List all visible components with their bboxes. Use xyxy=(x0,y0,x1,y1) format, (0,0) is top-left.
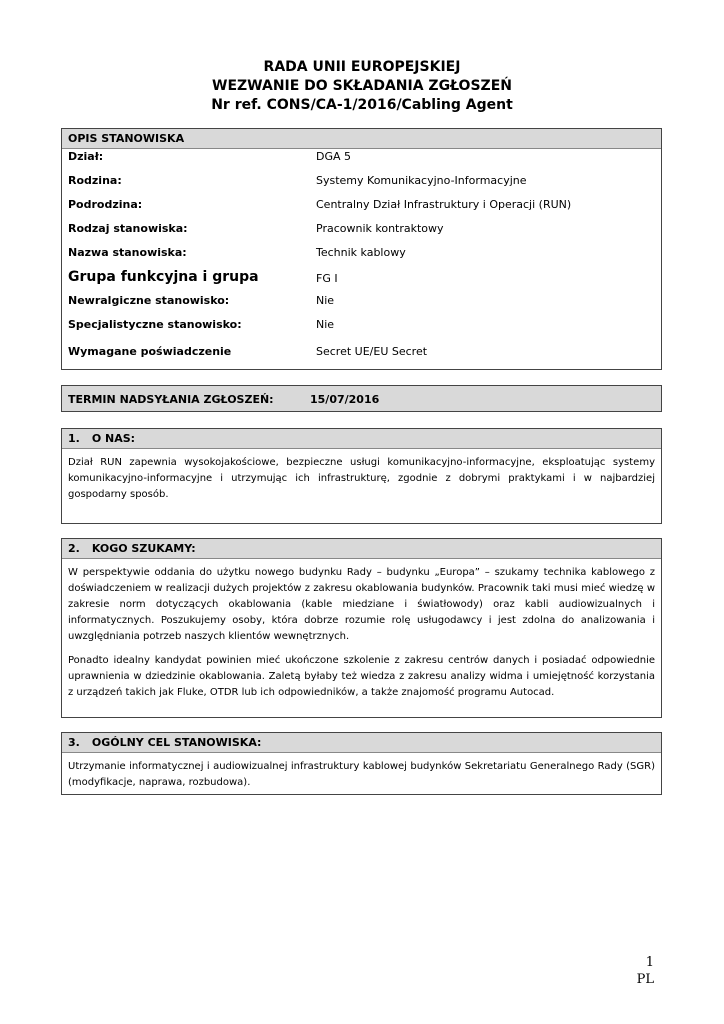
language-code: PL xyxy=(636,972,654,987)
field-value: Systemy Komunikacyjno-Informacyjne xyxy=(316,174,527,187)
section-number: 2. xyxy=(68,542,80,555)
field-label: Newralgiczne stanowisko: xyxy=(68,294,230,307)
header-line-1: RADA UNII EUROPEJSKIEJ xyxy=(263,59,461,75)
paragraph: Ponadto idealny kandydat powinien mieć ukończone szkolenie z zakresu centrów danych i posiadać odpowiednie uprawnienia w dziedzinie okablowania. Zaletą byłaby też wiedza z zakresu analizy widma i umiejętność korzystania z urządzeń takich jak Fluke, OTDR lub ich odpowiedników, a także znajomość programu Autocad. xyxy=(68,655,655,698)
field-value: DGA 5 xyxy=(316,150,352,163)
section-number: 1. xyxy=(68,432,80,445)
section-who-we-seek xyxy=(61,538,662,718)
paragraph: Dział RUN zapewnia wysokojakościowe, bezpieczne usługi komunikacyjno-informacyjne, eksploatując systemy komunikacyjno-informacyjne i utrzymując ich infrastrukturę, zgodnie z dobrymi praktykami i w najbardziej gospodarny sposób. xyxy=(68,457,655,500)
section-body xyxy=(62,753,661,791)
deadline-label: TERMIN NADSYŁANIA ZGŁOSZEŃ: xyxy=(68,393,274,406)
section-body xyxy=(62,449,661,503)
section-number: 3. xyxy=(68,736,80,749)
header-line-2: WEZWANIE DO SKŁADANIA ZGŁOSZEŃ xyxy=(212,78,512,94)
paragraph: Utrzymanie informatycznej i audiowizualnej infrastruktury kablowej budynków Sekretariatu Generalnego Rady (SGR) (modyfikacje, naprawa, rozbudowa). xyxy=(68,761,655,788)
field-value: FG I xyxy=(316,272,338,285)
field-value: Pracownik kontraktowy xyxy=(316,222,444,235)
field-label: Grupa funkcyjna i grupa xyxy=(68,269,259,285)
page-number: 1 xyxy=(645,955,654,970)
field-label: Podrodzina: xyxy=(68,198,143,211)
field-value: Nie xyxy=(316,294,335,307)
job-description-title: OPIS STANOWISKA xyxy=(62,129,661,149)
header-line-3: Nr ref. CONS/CA-1/2016/Cabling Agent xyxy=(211,97,513,113)
field-label: Rodzaj stanowiska: xyxy=(68,222,188,235)
paragraph: W perspektywie oddania do użytku nowego budynku Rady – budynku „Europa” – szukamy technika kablowego z doświadczeniem w realizacji dużych projektów z zakresu okablowania budynków. Pracownik taki musi mieć wiedzę w zakresie norm dotyczących okablowania (kable miedziane i światłowody) oraz kabli audiowizualnych i informatycznych. Poszukujemy osoby, która dobrze rozumie rolę usługodawcy i jest zdolna do analizowania i uwzględniania potrzeb naszych klientów wewnętrznych. xyxy=(68,567,655,642)
section-body xyxy=(62,559,661,701)
field-label: Nazwa stanowiska: xyxy=(68,246,187,259)
section-heading xyxy=(62,733,661,753)
field-value: Nie xyxy=(316,318,335,331)
page-footer xyxy=(637,954,654,988)
field-label: Rodzina: xyxy=(68,174,122,187)
section-about-us xyxy=(61,428,662,524)
section-title: OGÓLNY CEL STANOWISKA: xyxy=(91,736,262,749)
field-value: Technik kablowy xyxy=(316,246,406,259)
section-title: KOGO SZUKAMY: xyxy=(91,542,196,555)
field-label: Dział: xyxy=(68,150,104,163)
section-heading xyxy=(62,429,661,449)
deadline-bar xyxy=(61,385,662,412)
deadline-date: 15/07/2016 xyxy=(310,393,380,406)
field-value: Centralny Dział Infrastruktury i Operacji (RUN) xyxy=(316,198,572,211)
job-description-table xyxy=(61,128,662,370)
field-label: Wymagane poświadczenie xyxy=(68,345,232,358)
field-value: Secret UE/EU Secret xyxy=(316,345,428,358)
section-heading xyxy=(62,539,661,559)
field-label: Specjalistyczne stanowisko: xyxy=(68,318,242,331)
section-general-purpose xyxy=(61,732,662,795)
document-header xyxy=(0,58,724,115)
section-title: O NAS: xyxy=(91,432,136,445)
